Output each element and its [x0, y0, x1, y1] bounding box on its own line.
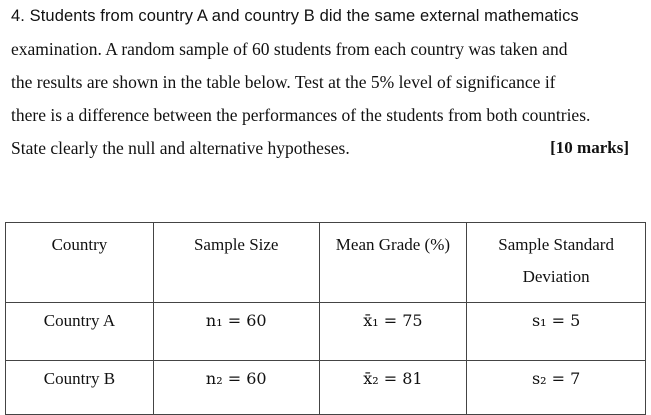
marks-label: [10 marks] [550, 138, 629, 157]
cell-std-dev: s₂ = 7 [467, 361, 646, 415]
question-line-1: examination. A random sample of 60 students from each country was taken and [11, 39, 568, 59]
cell-sample-size: n₁ = 60 [153, 303, 319, 361]
cell-mean-grade: x̄₂ = 81 [319, 361, 467, 415]
question-line-3: there is a difference between the performances of the students from both countries. [11, 105, 591, 125]
cell-mean-grade: x̄₁ = 75 [319, 303, 467, 361]
cell-std-dev: s₁ = 5 [467, 303, 646, 361]
question-title: 4. Students from country A and country B did the same external mathematics [11, 7, 579, 25]
header-country: Country [6, 223, 154, 303]
cell-country: Country B [6, 361, 154, 415]
question-line-2: the results are shown in the table below. Test at the 5% level of significance if [11, 72, 556, 92]
cell-sample-size: n₂ = 60 [153, 361, 319, 415]
table-row [6, 303, 646, 361]
question-line-4: State clearly the null and alternative hypotheses. [11, 138, 350, 158]
data-table [5, 222, 646, 415]
cell-country: Country A [6, 303, 154, 361]
header-mean-grade: Mean Grade (%) [319, 223, 467, 303]
table-row [6, 361, 646, 415]
header-sample-std-dev: Sample Standard Deviation [467, 223, 646, 303]
header-sample-size: Sample Size [153, 223, 319, 303]
table-header-row [6, 223, 646, 303]
